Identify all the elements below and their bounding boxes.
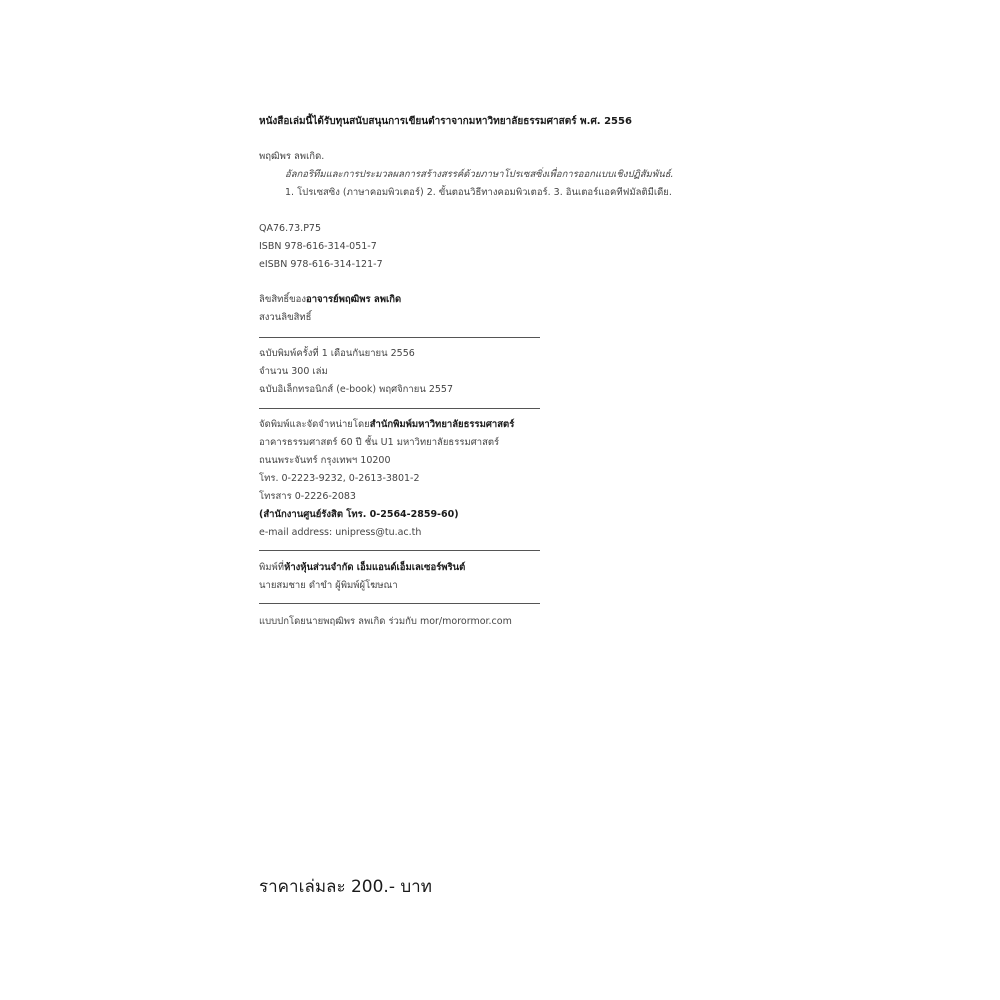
edition-block	[259, 345, 679, 399]
publisher-fax: โทรสาร 0-2226-2083	[259, 491, 356, 502]
divider	[259, 408, 540, 409]
printer-block	[259, 559, 679, 595]
publisher-rangsit: (สำนักงานศูนย์รังสิต โทร. 0-2564-2859-60)	[259, 509, 459, 520]
cover-credit-block	[259, 613, 679, 631]
catalog-numbers	[259, 220, 679, 274]
catalog-title: อัลกอริทึมและการประมวลผลการสร้างสรรค์ด้วยภาษาโปรเซสซิ่งเพื่อการออกแบบเชิงปฏิสัมพันธ์.	[285, 169, 674, 180]
publisher-phone: โทร. 0-2223-9232, 0-2613-3801-2	[259, 473, 420, 484]
rights-reserved: สงวนลิขสิทธิ์	[259, 312, 312, 323]
isbn: ISBN 978-616-314-051-7	[259, 241, 377, 252]
printer-line	[259, 559, 679, 577]
publisher-prefix: จัดพิมพ์และจัดจำหน่ายโดย	[259, 419, 370, 430]
catalog-author: พฤฒิพร ลพเกิด.	[259, 151, 325, 162]
printer-name: ห้างหุ้นส่วนจำกัด เอ็มแอนด์เอ็มเลเซอร์พรินต์	[284, 562, 466, 573]
copyright-prefix: ลิขสิทธิ์ของ	[259, 294, 307, 305]
cataloging-entry	[259, 148, 679, 202]
copyright-owner: อาจารย์พฤฒิพร ลพเกิด	[306, 294, 402, 305]
publisher-address-1: อาคารธรรมศาสตร์ 60 ปี ชั้น U1 มหาวิทยาลัยธรรมศาสตร์	[259, 437, 500, 448]
publisher-email: e-mail address: unipress@tu.ac.th	[259, 527, 422, 538]
publisher-block	[259, 416, 679, 542]
grant-statement: หนังสือเล่มนี้ได้รับทุนสนับสนุนการเขียนตำราจากมหาวิทยาลัยธรรมศาสตร์ พ.ศ. 2556	[259, 116, 632, 127]
divider	[259, 550, 540, 551]
print-copies: จำนวน 300 เล่ม	[259, 366, 328, 377]
ebook-edition: ฉบับอิเล็กทรอนิกส์ (e-book) พฤศจิกายน 2557	[259, 384, 454, 395]
printer-person: นายสมชาย ดำขำ ผู้พิมพ์ผู้โฆษณา	[259, 580, 398, 591]
copyright-owner-line	[259, 291, 679, 309]
publisher-line	[259, 416, 679, 434]
call-number: QA76.73.P75	[259, 223, 322, 234]
publisher-address-2: ถนนพระจันทร์ กรุงเทพฯ 10200	[259, 455, 391, 466]
copyright-block	[259, 291, 679, 327]
catalog-subjects: 1. โปรเซสซิง (ภาษาคอมพิวเตอร์) 2. ขั้นตอนวิธีทางคอมพิวเตอร์. 3. อินเตอร์แอคทีฟมัลติมีเดีย.	[285, 187, 672, 198]
eisbn: eISBN 978-616-314-121-7	[259, 259, 383, 270]
price: ราคาเล่มละ 200.- บาท	[259, 877, 432, 897]
cover-credit: แบบปกโดยนายพฤฒิพร ลพเกิด ร่วมกับ mor/morormor.com	[259, 616, 512, 627]
printer-prefix: พิมพ์ที่	[259, 562, 285, 573]
divider	[259, 337, 540, 338]
publisher-name: สำนักพิมพ์มหาวิทยาลัยธรรมศาสตร์	[369, 419, 515, 430]
first-print: ฉบับพิมพ์ครั้งที่ 1 เดือนกันยายน 2556	[259, 348, 415, 359]
divider	[259, 603, 540, 604]
